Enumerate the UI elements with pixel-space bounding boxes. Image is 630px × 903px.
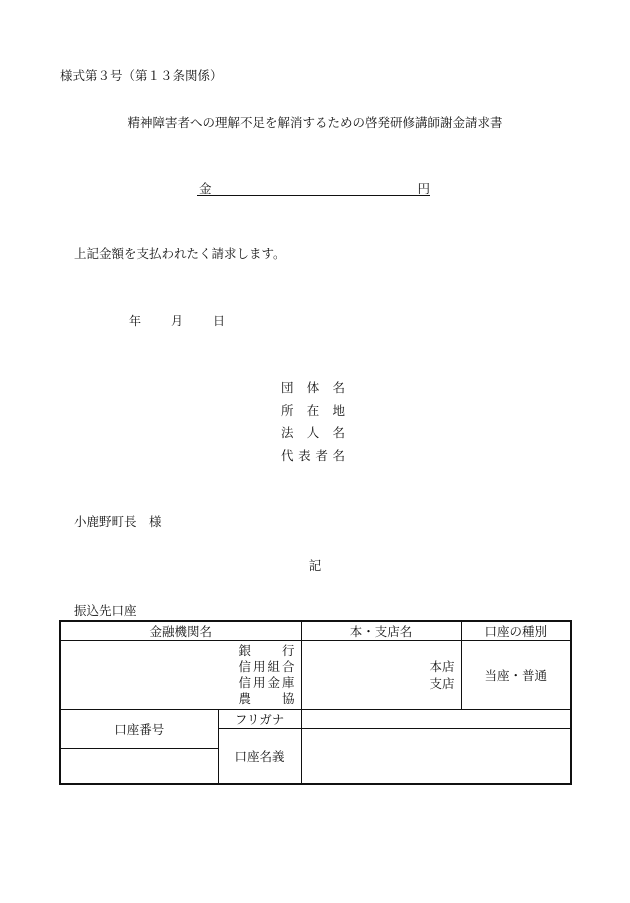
amount-kin-label: 金 (199, 181, 212, 196)
form-number: 様式第３号（第１３条関係） (60, 68, 223, 83)
branch-type-list (430, 658, 461, 692)
branch-name-field[interactable] (301, 641, 461, 710)
ki-heading: 記 (308, 558, 322, 573)
institution-type-ja: 農協 (238, 691, 295, 706)
account-number-label: 口座番号 (60, 710, 218, 749)
bank-account-table (59, 620, 572, 785)
institution-type-credit-union: 信用組合 (238, 659, 295, 674)
institution-header: 金融機関名 (60, 621, 301, 641)
date-year-label: 年 (129, 314, 142, 328)
account-number-field[interactable] (60, 749, 218, 785)
institution-type-list (61, 643, 301, 707)
institution-type-shinkin: 信用金庫 (238, 675, 295, 690)
representative-name-label: 代表者名 (281, 447, 345, 463)
document-title: 精神障害者への理解不足を解消するための啓発研修講師謝金請求書 (127, 115, 503, 130)
request-statement: 上記金額を支払われたく請求します。 (74, 246, 286, 261)
addressee: 小鹿野町長 様 (74, 514, 162, 529)
institution-type-bank: 銀行 (238, 643, 295, 658)
furigana-label: フリガナ (218, 710, 301, 729)
branch-type-head-office: 本店 (429, 659, 455, 674)
account-name-label: 口座名義 (218, 729, 301, 785)
date-line (129, 312, 225, 329)
branch-type-branch: 支店 (429, 676, 455, 691)
applicant-block (281, 377, 345, 467)
group-name-label: 団体名 (281, 380, 345, 395)
branch-header: 本・支店名 (301, 621, 461, 641)
date-month-label: 月 (171, 314, 184, 328)
amount-yen-label: 円 (417, 181, 430, 196)
account-name-field[interactable] (301, 729, 571, 785)
amount-line (197, 179, 430, 196)
account-type-header: 口座の種別 (461, 621, 571, 641)
institution-name-field[interactable] (60, 641, 301, 710)
bank-section-label: 振込先口座 (74, 603, 137, 618)
corporation-name-label: 法人名 (281, 425, 345, 440)
furigana-field[interactable] (301, 710, 571, 729)
date-day-label: 日 (213, 314, 226, 328)
account-type-field[interactable]: 当座・普通 (461, 641, 571, 710)
address-label: 所在地 (281, 402, 345, 418)
